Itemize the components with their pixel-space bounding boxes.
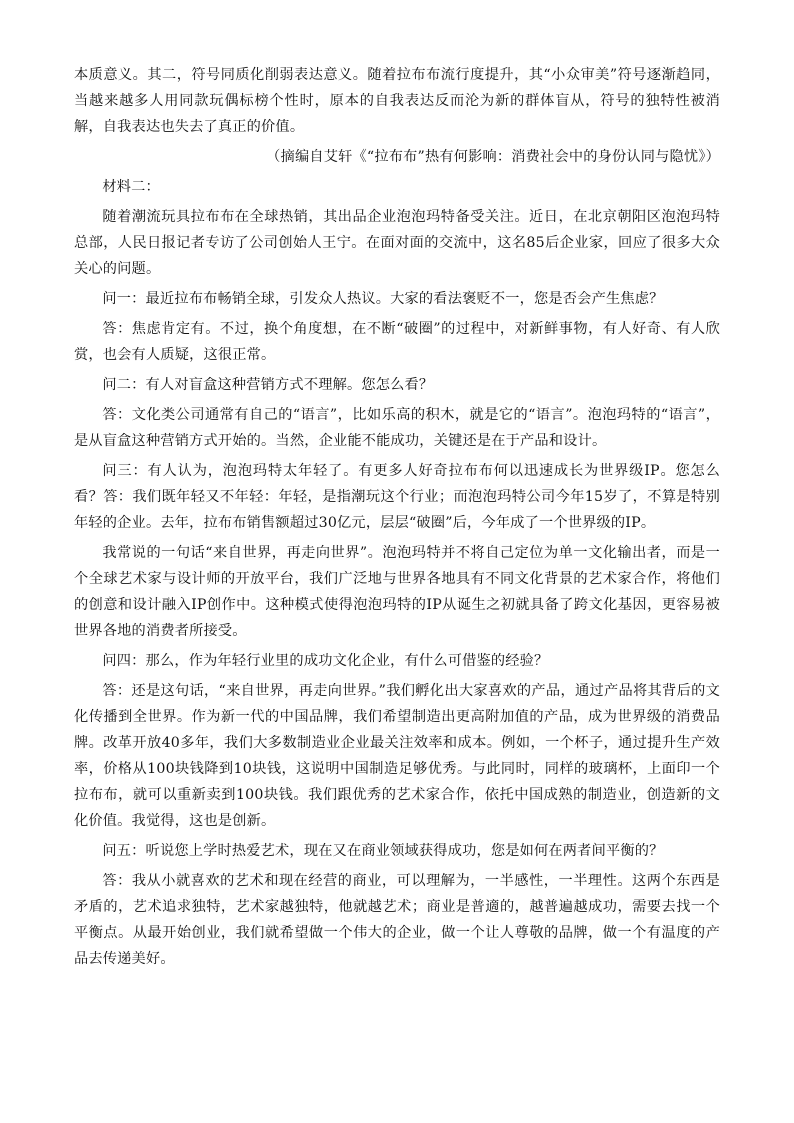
source-citation: （摘编自艾轩《“拉布布”热有何影响：消费社会中的身份认同与隐忧》） — [266, 149, 720, 165]
question-2: 问二：有人对盲盒这种营销方式不理解。您怎么看？ — [102, 377, 434, 393]
paragraph-intro: 随着潮流玩具拉布布在全球热销，其出品企业泡泡玛特备受关注。近日，在北京朝阳区泡泡玛特总部，人民日报记者专访了公司创始人王宁。在面对面的交流中，这名85后企业家，回应了很多大众关心的问题。 — [74, 209, 720, 277]
answer-3-continued: 我常说的一句话“来自世界，再走向世界”。泡泡玛特并不将自己定位为单一文化输出者，而是一个全球艺术家与设计师的开放平台，我们广泛地与世界各地具有不同文化背景的艺术家合作，将他们的创意和设计融入IP创作中。这种模式使得泡泡玛特的IP从诞生之初就具备了跨文化基因，更容易被世界各地的消费者所接受。 — [74, 545, 720, 639]
answer-1: 答：焦虑肯定有。不过，换个角度想，在不断“破圈”的过程中，对新鲜事物，有人好奇、有人欣赏，也会有人质疑，这很正常。 — [74, 321, 720, 363]
question-4: 问四：那么，作为年轻行业里的成功文化企业，有什么可借鉴的经验？ — [102, 653, 549, 669]
material-heading: 材料二： — [102, 179, 160, 195]
answer-2: 答：文化类公司通常有自己的“语言”，比如乐高的积木，就是它的“语言”。泡泡玛特的“语言”，是从盲盒这种营销方式开始的。当然，企业能不能成功，关键还是在于产品和设计。 — [74, 407, 720, 449]
paragraph-continuation: 本质意义。其二，符号同质化削弱表达意义。随着拉布布流行度提升，其“小众审美”符号逐渐趋同，当越来越多人用同款玩偶标榜个性时，原本的自我表达反而沦为新的群体盲从，符号的独特性被消解，自我表达也失去了真正的价值。 — [74, 67, 720, 135]
question-answer-3: 问三：有人认为，泡泡玛特太年轻了。有更多人好奇拉布布何以迅速成长为世界级IP。您怎么看？答：我们既年轻又不年轻：年轻，是指潮玩这个行业；而泡泡玛特公司今年15岁了，不算是特别年轻的企业。去年，拉布布销售额超过30亿元，层层“破圈”后，今年成了一个世界级的IP。 — [74, 463, 720, 531]
answer-4: 答：还是这句话，“来自世界，再走向世界。”我们孵化出大家喜欢的产品，通过产品将其背后的文化传播到全世界。作为新一代的中国品牌，我们希望制造出更高附加值的产品，成为世界级的消费品牌。改革开放40多年，我们大多数制造业企业最关注效率和成本。例如，一个杯子，通过提升生产效率，价格从100块钱降到10块钱，这说明中国制造足够优秀。与此同时，同样的玻璃杯，上面印一个拉布布，就可以重新卖到100块钱。我们跟优秀的艺术家合作，依托中国成熟的制造业，创造新的文化价值。我觉得，这也是创新。 — [74, 683, 720, 829]
answer-5: 答：我从小就喜欢的艺术和现在经营的商业，可以理解为，一半感性，一半理性。这两个东西是矛盾的，艺术追求独特，艺术家越独特，他就越艺术；商业是普適的，越普遍越成功，需要去找一个平衡点。从最开始创业，我们就希望做一个伟大的企业，做一个让人尊敬的品牌，做一个有温度的产品去传递美好。 — [74, 873, 720, 967]
question-5: 问五：听说您上学时热爱艺术，现在又在商业领域获得成功，您是如何在两者间平衡的？ — [102, 843, 664, 859]
question-1: 问一：最近拉布布畅销全球，引发众人热议。大家的看法褒贬不一，您是否会产生焦虑？ — [102, 291, 664, 307]
